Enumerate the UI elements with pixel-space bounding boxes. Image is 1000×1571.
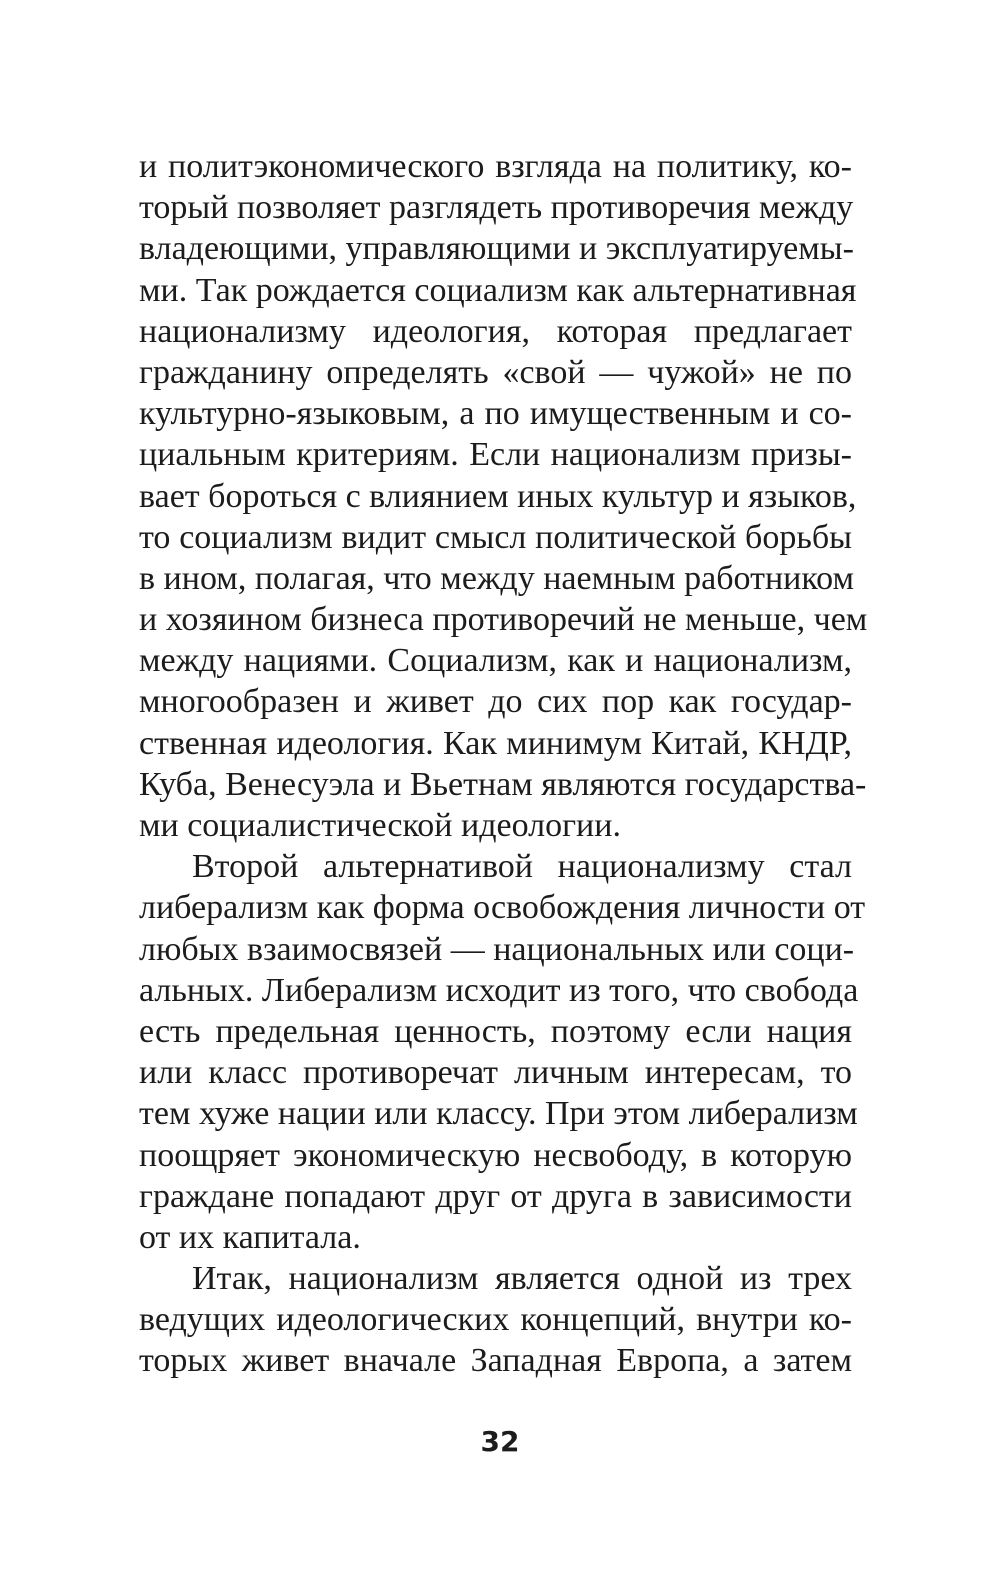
text-line: альных. Либерализм исходит из того, что свобода (139, 971, 859, 1009)
text-line: торых живет вначале Западная Европа, а затем (139, 1342, 852, 1380)
text-line: национализму идеология, которая предлагает (139, 312, 852, 350)
text-line: циальным критериям. Если национализм призы- (139, 436, 852, 474)
text-line: культурно-языковым, а по имущественным и со- (139, 395, 852, 433)
text-line: ми социалистической идеологии. (139, 807, 621, 844)
text-line: то социализм видит смысл политической борьбы (139, 518, 852, 556)
text-line: Итак, национализм является одной из трех (192, 1260, 852, 1298)
text-line: Второй альтернативой национализму стал (192, 848, 852, 886)
text-line: владеющими, управляющими и эксплуатируемы- (139, 230, 854, 268)
text-line: торый позволяет разглядеть противоречия между (139, 189, 854, 227)
paragraph-3 (139, 1258, 852, 1382)
text-line: ственная идеология. Как минимум Китай, КНДР, (139, 724, 852, 762)
text-line: любых взаимосвязей — национальных или соци- (139, 930, 855, 968)
text-line: тем хуже нации или классу. При этом либерализм (139, 1095, 858, 1133)
text-line: Куба, Венесуэла и Вьетнам являются государства- (139, 765, 867, 803)
text-line: есть предельная ценность, поэтому если нация (139, 1012, 852, 1050)
body-text (139, 146, 868, 1382)
text-line: и хозяином бизнеса противоречий не меньше, чем (139, 601, 868, 639)
paragraph-2 (139, 846, 866, 1258)
text-line: поощряет экономическую несвободу, в которую (139, 1136, 852, 1174)
text-line: или класс противоречат личным интересам, то (139, 1054, 852, 1092)
text-line: многообразен и живет до сих пор как государ- (139, 683, 852, 721)
text-line: ведущих идеологических концепций, внутри ко- (139, 1301, 852, 1339)
text-line: между нациями. Социализм, как и национализм, (139, 642, 852, 680)
text-line: либерализм как форма освобождения личности от (139, 889, 866, 927)
page-number: 32 (480, 1425, 520, 1458)
paragraph-1 (139, 146, 868, 846)
text-line: от их капитала. (139, 1218, 361, 1256)
text-line: в ином, полагая, что между наемным работником (139, 559, 854, 597)
text-line: и политэкономического взгляда на политику, ко- (139, 148, 852, 185)
text-line: ми. Так рождается социализм как альтернативная (139, 271, 857, 309)
text-line: граждане попадают друг от друга в зависимости (139, 1177, 852, 1215)
text-line: вает бороться с влиянием иных культур и языков, (139, 477, 857, 515)
text-line: гражданину определять «свой — чужой» не по (139, 353, 852, 391)
